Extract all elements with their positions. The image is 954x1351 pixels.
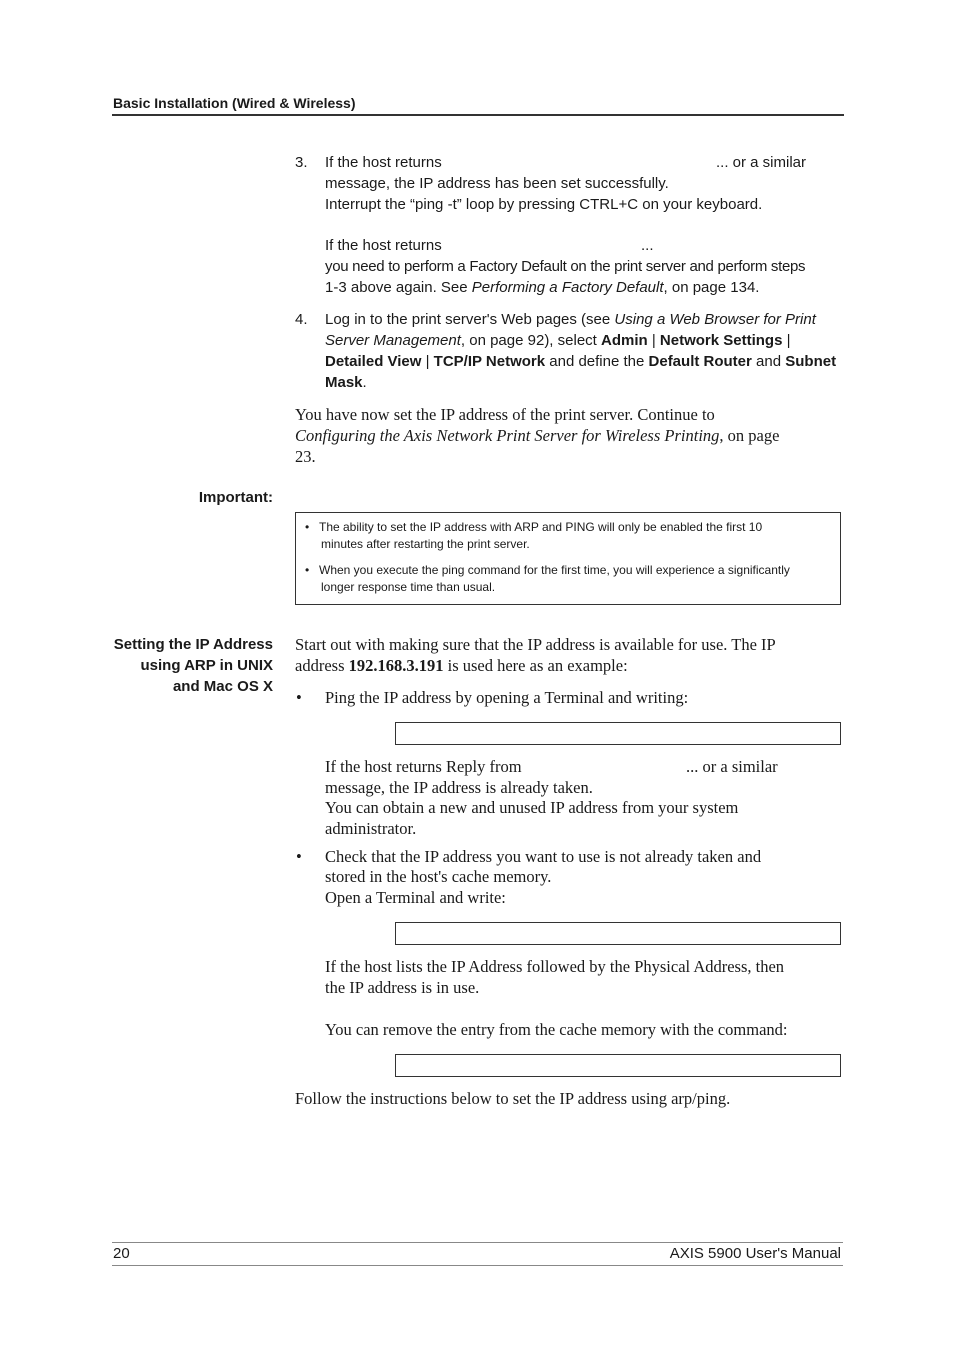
continue-paragraph-part: , on page xyxy=(719,426,780,445)
command-box xyxy=(395,1054,841,1077)
step-3-text: ... or a similar xyxy=(716,154,807,171)
step-3-text-part: , on page 134. xyxy=(663,279,760,296)
separator: | xyxy=(421,353,434,370)
bullet-icon: • xyxy=(305,520,310,534)
section-heading: and Mac OS X xyxy=(172,678,273,695)
section-heading: Setting the IP Address xyxy=(113,636,273,653)
menu-admin: Admin xyxy=(601,332,648,349)
step-3-text: Interrupt the “ping -t” loop by pressing CTRL+C on your keyboard. xyxy=(325,196,763,213)
running-header: Basic Installation (Wired & Wireless) xyxy=(113,95,356,111)
menu-tcpip-network: TCP/IP Network xyxy=(433,353,546,370)
continue-paragraph: You have now set the IP address of the print server. Continue to xyxy=(295,405,715,424)
follow-paragraph: Follow the instructions below to set the IP address using arp/ping. xyxy=(295,1089,731,1108)
separator: | xyxy=(782,332,791,349)
step-4-number: 4. xyxy=(295,311,308,328)
step-3-text: message, the IP address has been set successfully. xyxy=(325,175,669,192)
ping-result-text: You can obtain a new and unused IP address from your system xyxy=(325,798,739,817)
step-3-text-part: 1-3 above again. See xyxy=(325,279,472,296)
bullet-icon: • xyxy=(305,563,310,577)
step-4-text-part: and define the xyxy=(545,353,649,370)
bullet-text: stored in the host's cache memory. xyxy=(325,867,552,886)
note-text: When you execute the ping command for the first time, you will experience a significantly xyxy=(319,563,790,577)
note-text: minutes after restarting the print server. xyxy=(321,537,530,551)
bullet-icon: • xyxy=(296,847,302,866)
field-mask: Mask xyxy=(325,374,363,391)
note-text: longer response time than usual. xyxy=(321,580,496,594)
step-3-number: 3. xyxy=(295,154,308,171)
menu-detailed-view: Detailed View xyxy=(325,353,422,370)
step-3-text: ... xyxy=(641,237,654,254)
ping-result-text: If the host returns Reply from xyxy=(325,757,522,776)
field-default-router: Default Router xyxy=(648,353,752,370)
bullet-icon: • xyxy=(296,688,302,707)
remove-entry-text: You can remove the entry from the cache memory with the command: xyxy=(325,1020,788,1039)
arp-result-text: If the host lists the IP Address followed by the Physical Address, then xyxy=(325,957,785,976)
bullet-text: Open a Terminal and write: xyxy=(325,888,506,907)
continue-paragraph: 23. xyxy=(295,447,316,466)
arp-result-text: the IP address is in use. xyxy=(325,978,480,997)
step-3-text: If the host returns xyxy=(325,154,442,171)
footer-rule-bottom xyxy=(112,1265,843,1266)
continue-paragraph xyxy=(295,425,779,446)
step-3-text: If the host returns xyxy=(325,237,442,254)
bullet-text: Ping the IP address by opening a Terminal and writing: xyxy=(325,688,689,707)
section-heading: using ARP in UNIX xyxy=(140,657,273,674)
note-text: The ability to set the IP address with ARP and PING will only be enabled the first 10 xyxy=(319,520,763,534)
separator: | xyxy=(647,332,660,349)
step-4-text-part: and xyxy=(751,353,786,370)
header-rule xyxy=(112,114,844,116)
command-box xyxy=(395,922,841,945)
intro-paragraph xyxy=(295,655,628,676)
step-4-text-part: Log in to the print server's Web pages (see xyxy=(325,311,615,328)
step-4-text xyxy=(325,330,791,351)
field-subnet: Subnet xyxy=(785,353,837,370)
step-3-text xyxy=(325,277,759,298)
footer-rule-top xyxy=(112,1242,843,1243)
ping-result-text: administrator. xyxy=(325,819,417,838)
menu-network-settings: Network Settings xyxy=(659,332,783,349)
example-ip: 192.168.3.191 xyxy=(348,656,444,675)
step-3-text: you need to perform a Factory Default on the print server and perform steps xyxy=(325,258,806,275)
manual-title: AXIS 5900 User's Manual xyxy=(669,1245,841,1262)
intro-paragraph-part: is used here as an example: xyxy=(443,656,628,675)
cross-reference: Configuring the Axis Network Print Server for Wireless Printing xyxy=(295,426,720,445)
cross-reference: Server Management xyxy=(325,332,461,349)
cross-reference: Performing a Factory Default xyxy=(471,279,664,296)
step-4-text xyxy=(325,309,816,330)
page-number: 20 xyxy=(113,1245,130,1262)
intro-paragraph: Start out with making sure that the IP address is available for use. The IP xyxy=(295,635,776,654)
intro-paragraph-part: address xyxy=(295,656,349,675)
step-4-text xyxy=(325,372,367,393)
important-label: Important: xyxy=(198,489,273,506)
command-box xyxy=(395,722,841,745)
step-4-text xyxy=(325,351,836,372)
ping-result-text: ... or a similar xyxy=(686,757,778,776)
step-4-text-part: , on page 92), select xyxy=(460,332,601,349)
ping-result-text: message, the IP address is already taken. xyxy=(325,778,593,797)
cross-reference: Using a Web Browser for Print xyxy=(614,311,816,328)
period: . xyxy=(362,374,367,391)
bullet-text: Check that the IP address you want to use is not already taken and xyxy=(325,847,762,866)
